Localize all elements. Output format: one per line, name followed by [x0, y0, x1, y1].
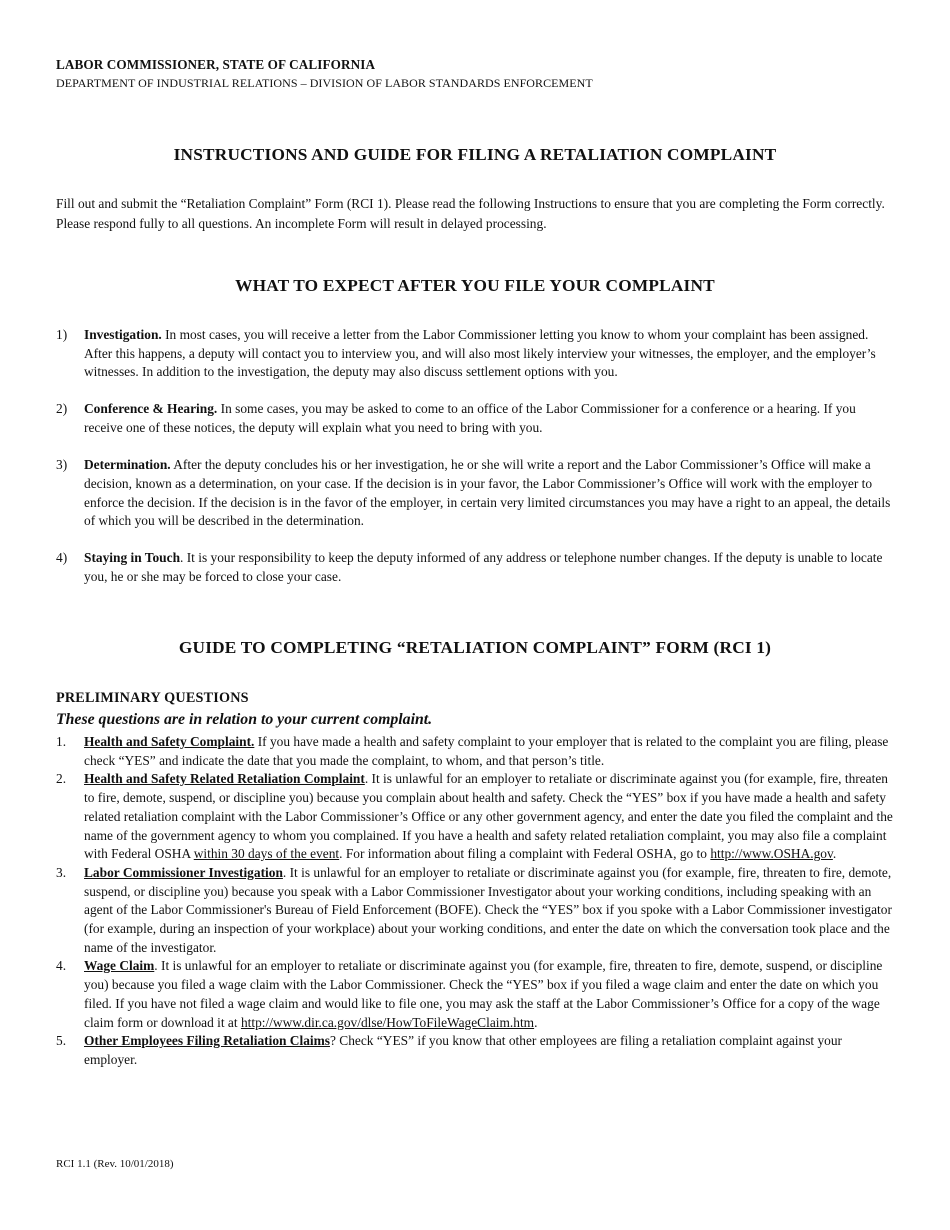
item-number: 2. — [56, 771, 67, 787]
list-item — [56, 957, 894, 1032]
item-text: After the deputy concludes his or her investigation, he or she will write a report and the Labor Commissioner’s Office will make a decision, known as a determination, on your case. If the decision is in your favor, the Labor Commissioner’s Office will work with the employer to enforce the decision. If the decision is in the favor of the employer, in certain very limited circumstances you may have a right to an appeal, the details of which you will be described in the determination. — [84, 457, 891, 529]
list-item — [56, 456, 894, 531]
item-number: 1) — [56, 327, 68, 342]
wage-claim-link[interactable]: http://www.dir.ca.gov/dlse/HowToFileWageClaim.htm — [240, 1014, 535, 1030]
org-name: LABOR COMMISSIONER, STATE OF CALIFORNIA — [56, 57, 376, 72]
osha-link[interactable]: http://www.OSHA.gov — [710, 846, 833, 862]
item-text: In most cases, you will receive a letter from the Labor Commissioner letting you know to whom your complaint has been assigned. After this happens, a deputy will contact you to interview you, and will also most likely interview your witnesses, the employer, and the employer’s witnesses. In addition to the investigation, the deputy may also discuss settlement options with you. — [84, 327, 876, 380]
item-text: . It is unlawful for an employer to retaliate or discriminate against you (for example, fire, threaten to fire, demote, suspend, or discipline you) because you filed a wage claim with the Labor Commissioner. Check the “YES” box if you filed a wage claim and enter the date on which you filed. If you have not filed a wage claim and would like to file one, you may ask the staff at the Labor Commissioner’s Office for a copy of the wage claim form or download it at — [84, 958, 883, 1030]
item-label: Determination. — [84, 457, 171, 473]
guide-section-title: GUIDE TO COMPLETING “RETALIATION COMPLAINT” FORM (RCI 1) — [178, 638, 772, 657]
item-number: 3. — [56, 864, 67, 880]
item-label: Investigation. — [84, 327, 162, 342]
intro-paragraph: Fill out and submit the “Retaliation Complaint” Form (RCI 1). Please read the following Instructions to ensure that you are completing the Form correctly. Please respond fully to all questions. An incomplete Form will result in delayed processing. — [56, 196, 885, 231]
item-text: ? Check “YES” if you know that other employees are filing a retaliation complaint against your employer. — [84, 1033, 843, 1067]
item-number: 3) — [56, 457, 68, 473]
item-text: . It is unlawful for an employer to retaliate or discriminate against you (for example, fire, threaten to fire, demote, suspend, or discipline you) because you complain about health and safety. Check the “YES” box if you have made a health and safety related retaliation complaint with the Labor Commissioner’s Office or any other government agency, and enter the date you filed the complaint and the name of the government agency to whom you complained. If you have a health and safety related retaliation complaint, you may also file a complaint with Federal OSHA — [84, 771, 893, 862]
item-text-end: . — [832, 846, 837, 862]
item-text-continued: . For information about filing a complaint with Federal OSHA, go to — [339, 846, 711, 862]
item-label: Health and Safety Complaint. — [84, 734, 255, 749]
form-revision-footer: RCI 1.1 (Rev. 10/01/2018) — [56, 1158, 174, 1170]
deadline-text: within 30 days of the event — [193, 846, 340, 862]
item-number: 4) — [56, 550, 68, 566]
item-number: 1. — [56, 734, 67, 749]
list-item — [56, 549, 894, 586]
item-number: 5. — [56, 1033, 67, 1049]
item-label: Other Employees Filing Retaliation Claims — [84, 1033, 330, 1049]
guide-list — [56, 733, 894, 1070]
expect-list — [56, 326, 894, 605]
department-name: DEPARTMENT OF INDUSTRIAL RELATIONS – DIVISION OF LABOR STANDARDS ENFORCEMENT — [56, 76, 593, 90]
list-item — [56, 326, 894, 382]
item-label: Labor Commissioner Investigation — [84, 864, 283, 880]
expect-section-title: WHAT TO EXPECT AFTER YOU FILE YOUR COMPLAINT — [235, 276, 715, 295]
item-text: . It is unlawful for an employer to retaliate or discriminate against you (for example, fire, threaten to fire, demote, suspend, or discipline you) because you speak with a Labor Commissioner Investigator about your working conditions, including speaking with an agent of the Labor Commissioner's Bureau of Field Enforcement (BOFE). Check the “YES” box if you spoke with a Labor Commissioner investigator (for example, during an inspection of your workplace) about your working conditions, and enter the date on which the conversation took place and the name of the investigator. — [84, 864, 892, 955]
list-item — [56, 864, 894, 958]
preliminary-questions-heading: PRELIMINARY QUESTIONS — [56, 690, 249, 706]
item-label: Health and Safety Related Retaliation Complaint — [84, 771, 365, 787]
item-label: Staying in Touch — [84, 550, 181, 566]
item-number: 2) — [56, 401, 68, 417]
list-item — [56, 733, 894, 770]
list-item — [56, 770, 894, 864]
item-text-end: . — [534, 1014, 538, 1030]
item-label: Wage Claim — [84, 958, 155, 974]
main-title: INSTRUCTIONS AND GUIDE FOR FILING A RETALIATION COMPLAINT — [173, 145, 777, 164]
preliminary-questions-subheading: These questions are in relation to your current complaint. — [56, 711, 433, 728]
item-number: 4. — [56, 958, 67, 974]
item-text: In some cases, you may be asked to come to an office of the Labor Commissioner for a conference or a hearing. If you receive one of these notices, the deputy will explain what you need to bring with you. — [84, 401, 856, 436]
item-label: Conference & Hearing. — [84, 401, 218, 417]
list-item — [56, 400, 894, 437]
item-text: If you have made a health and safety complaint to your employer that is related to the complaint you are filing, please check “YES” and indicate the date that you made the complaint, to whom, and that person’s title. — [84, 734, 889, 768]
list-item — [56, 1032, 894, 1069]
item-text: . It is your responsibility to keep the deputy informed of any address or telephone number changes. If the deputy is unable to locate you, he or she may be forced to close your case. — [84, 550, 883, 584]
